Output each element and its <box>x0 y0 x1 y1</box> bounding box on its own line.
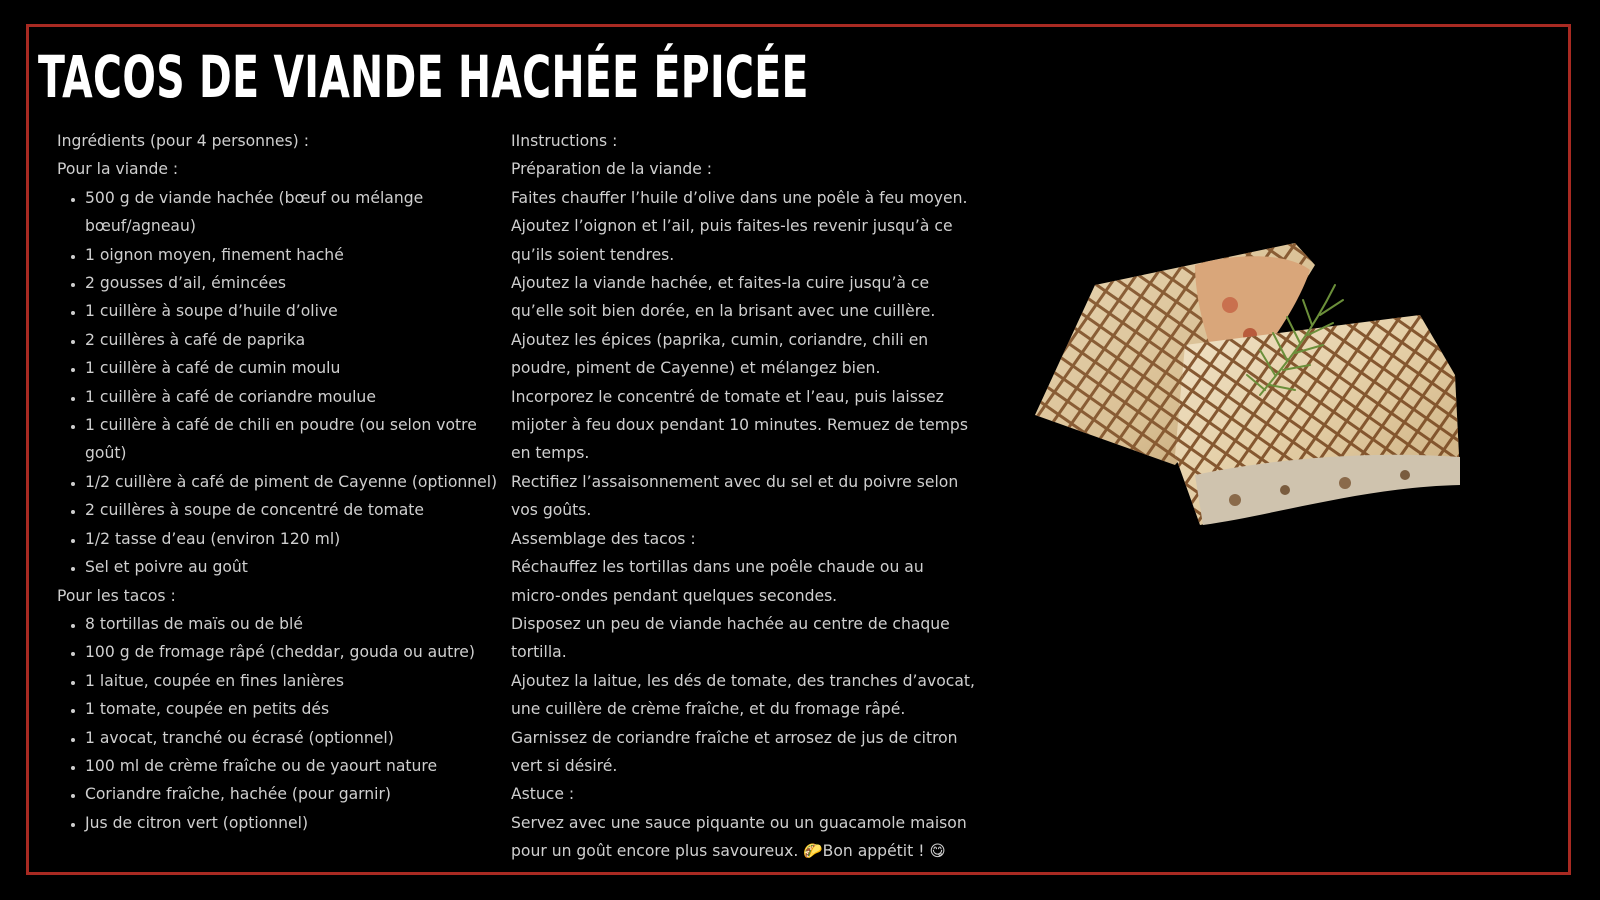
instruction-line: IInstructions : <box>511 132 618 150</box>
instruction-line: Garnissez de coriandre fraîche et arrosez de jus de citron <box>511 728 958 747</box>
instruction-line: Ajoutez les épices (paprika, cumin, coriandre, chili en <box>511 330 929 349</box>
ingredient-item: • 1 oignon moyen, finement haché <box>85 241 507 269</box>
ingredient-item: • 2 gousses d’ail, émincées <box>85 269 507 297</box>
instruction-line: Incorporez le concentré de tomate et l’eau, puis laissez <box>511 387 944 406</box>
instruction-line: qu’elle soit bien dorée, en la brisant avec une cuillère. <box>511 302 936 321</box>
instruction-line: Ajoutez la viande hachée, et faites-la cuire jusqu’à ce <box>511 274 930 293</box>
ingredient-item: • 1 cuillère à café de coriandre moulue <box>85 383 507 411</box>
meat-ingredient-list <box>57 184 507 582</box>
tacos-photo <box>1025 225 1475 535</box>
ingredient-item: • 1 cuillère à café de chili en poudre (ou selon votre goût) <box>85 411 507 468</box>
instruction-line: Faites chauffer l’huile d’olive dans une poêle à feu moyen. <box>511 188 968 207</box>
ingredient-item: • Sel et poivre au goût <box>85 553 507 581</box>
instruction-line: Préparation de la viande : <box>511 160 713 179</box>
meat-heading: Pour la viande : <box>57 160 179 179</box>
ingredient-item: • Coriandre fraîche, hachée (pour garnir) <box>85 780 507 808</box>
ingredient-item: • 1 cuillère à café de cumin moulu <box>85 354 507 382</box>
instruction-line: pour un goût encore plus savoureux. 🌮Bon appétit ! 😋 <box>511 842 946 861</box>
instructions-column <box>511 127 975 866</box>
ingredient-item: • 1/2 cuillère à café de piment de Cayenne (optionnel) <box>85 468 507 496</box>
instruction-line: Ajoutez la laitue, les dés de tomate, des tranches d’avocat, <box>511 671 975 690</box>
instruction-line: Servez avec une sauce piquante ou un guacamole maison <box>511 813 967 832</box>
ingredients-column <box>57 127 507 837</box>
instruction-line: Ajoutez l’oignon et l’ail, puis faites-les revenir jusqu’à ce <box>511 217 953 236</box>
ingredient-item: • Jus de citron vert (optionnel) <box>85 809 507 837</box>
ingredient-item: • 2 cuillères à soupe de concentré de tomate <box>85 496 507 524</box>
ingredient-item: • 1/2 tasse d’eau (environ 120 ml) <box>85 525 507 553</box>
instruction-line: micro-ondes pendant quelques secondes. <box>511 586 838 605</box>
instruction-line: Astuce : <box>511 785 575 804</box>
ingredient-item: • 100 g de fromage râpé (cheddar, gouda ou autre) <box>85 638 507 666</box>
recipe-title: TACOS DE VIANDE HACHÉE ÉPICÉE <box>38 43 809 111</box>
instruction-line: Réchauffez les tortillas dans une poêle chaude ou au <box>511 558 924 577</box>
ingredient-item: • 8 tortillas de maïs ou de blé <box>85 610 507 638</box>
ingredients-heading: Ingrédients (pour 4 personnes) : <box>57 132 309 150</box>
instruction-line: tortilla. <box>511 643 567 662</box>
instruction-line: vos goûts. <box>511 501 592 520</box>
ingredient-item: • 500 g de viande hachée (bœuf ou mélange bœuf/agneau) <box>85 184 507 241</box>
instruction-line: une cuillère de crème fraîche, et du fromage râpé. <box>511 700 906 719</box>
instruction-line: qu’ils soient tendres. <box>511 245 675 264</box>
instruction-line: Rectifiez l’assaisonnement avec du sel et du poivre selon <box>511 472 959 491</box>
ingredient-item: • 100 ml de crème fraîche ou de yaourt nature <box>85 752 507 780</box>
instruction-line: en temps. <box>511 444 590 463</box>
instruction-line: mijoter à feu doux pendant 10 minutes. Remuez de temps <box>511 416 968 435</box>
instruction-line: Assemblage des tacos : <box>511 529 696 548</box>
instruction-line: vert si désiré. <box>511 756 618 775</box>
ingredient-item: • 1 tomate, coupée en petits dés <box>85 695 507 723</box>
instruction-line: Disposez un peu de viande hachée au centre de chaque <box>511 614 950 633</box>
ingredient-item: • 1 avocat, tranché ou écrasé (optionnel) <box>85 724 507 752</box>
ingredient-item: • 1 cuillère à soupe d’huile d’olive <box>85 297 507 325</box>
tacos-ingredient-list <box>57 610 507 837</box>
instruction-line: poudre, piment de Cayenne) et mélangez bien. <box>511 359 881 378</box>
tacos-heading: Pour les tacos : <box>57 586 176 605</box>
ingredient-item: • 2 cuillères à café de paprika <box>85 326 507 354</box>
ingredient-item: • 1 laitue, coupée en fines lanières <box>85 667 507 695</box>
